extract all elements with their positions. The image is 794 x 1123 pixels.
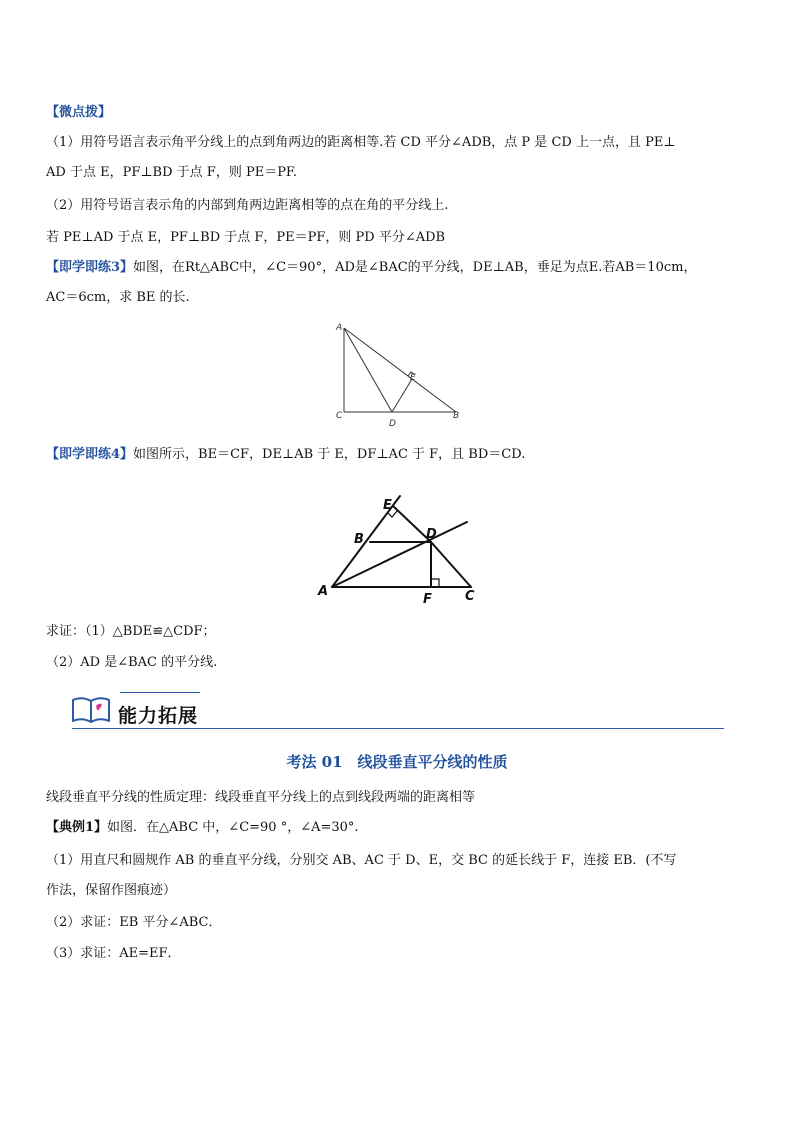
law-title: 考法 01 线段垂直平分线的性质 (286, 753, 508, 771)
exercise-4-question-1: 求证：（1）△BDE≌△CDF； (46, 624, 216, 639)
exercise-3-text: 如图，在Rt△ABC中，∠C＝90°，AD是∠BAC的平分线，DE⊥AB，垂足为点E.若AB＝10cm， (133, 260, 697, 275)
example-1-tag: 【典例1】 (46, 820, 108, 835)
segment-de (392, 379, 412, 412)
exercise-3-line-1 (46, 258, 736, 278)
section-rule (72, 728, 724, 729)
label-b: B (453, 411, 460, 421)
law-theorem: 线段垂直平分线的性质定理：线段垂直平分线上的点到线段两端的距离相等 (46, 790, 476, 805)
label-a: A (336, 323, 343, 333)
example-1-line-1 (46, 818, 736, 838)
micro-line-2: AD 于点 E，PF⊥BD 于点 F，则 PE＝PF. (46, 165, 298, 180)
example-1-line-4: （2）求证：EB 平分∠ABC． (46, 915, 222, 930)
exercise-4-question-2: （2）AD 是∠BAC 的平分线. (46, 655, 218, 670)
section-top-rule (120, 692, 200, 693)
label-d: D (389, 419, 396, 429)
exercise-4-line-1 (46, 445, 736, 465)
exercise-3-line-2: AC＝6cm，求 BE 的长. (46, 290, 190, 305)
exercise-3-tag: 【即学即练3】 (46, 260, 134, 275)
label-b2: B (354, 532, 364, 547)
ray-ad (332, 522, 467, 587)
section-title: 能力拓展 (118, 705, 199, 727)
micro-tag: 【微点拨】 (46, 105, 112, 120)
segment-dc (431, 542, 471, 587)
micro-line-1: （1）用符号语言表示角平分线上的点到角两边的距离相等.若 CD 平分∠ADB，点 P 是 CD 上一点，且 PE⊥ (46, 135, 676, 150)
label-e: E (410, 373, 416, 383)
example-1-line-3: 作法，保留作图痕迹） (46, 883, 177, 898)
segment-ad (344, 328, 392, 412)
micro-line-4: 若 PE⊥AD 于点 E，PF⊥BD 于点 F，PE＝PF，则 PD 平分∠ADB (46, 230, 446, 245)
exercise-4-tag: 【即学即练4】 (46, 447, 134, 462)
example-1-line-5: （3）求证：AE=EF． (46, 946, 181, 961)
exercise-4-text: 如图所示，BE＝CF，DE⊥AB 于 E，DF⊥AC 于 F，且 BD＝CD. (133, 447, 526, 462)
triangle-figure-2 (315, 486, 485, 610)
label-c: C (336, 411, 343, 421)
label-a2: A (318, 584, 329, 599)
example-1-text: 如图．在△ABC 中，∠C=90 °，∠A=30°. (107, 820, 359, 835)
micro-line-3: （2）用符号语言表示角的内部到角两边距离相等的点在角的平分线上. (46, 198, 449, 213)
label-f2: F (423, 592, 432, 607)
label-d2: D (426, 527, 437, 542)
open-book-icon (70, 692, 114, 726)
label-e2: E (383, 498, 392, 513)
label-c2: C (465, 589, 475, 604)
example-1-line-2: （1）用直尺和圆规作 AB 的垂直平分线，分别交 AB、AC 于 D、E，交 BC 的延长线于 F，连接 EB．(不写 (46, 853, 677, 868)
right-angle-mark-f (431, 579, 439, 587)
triangle-figure-1 (330, 318, 470, 430)
